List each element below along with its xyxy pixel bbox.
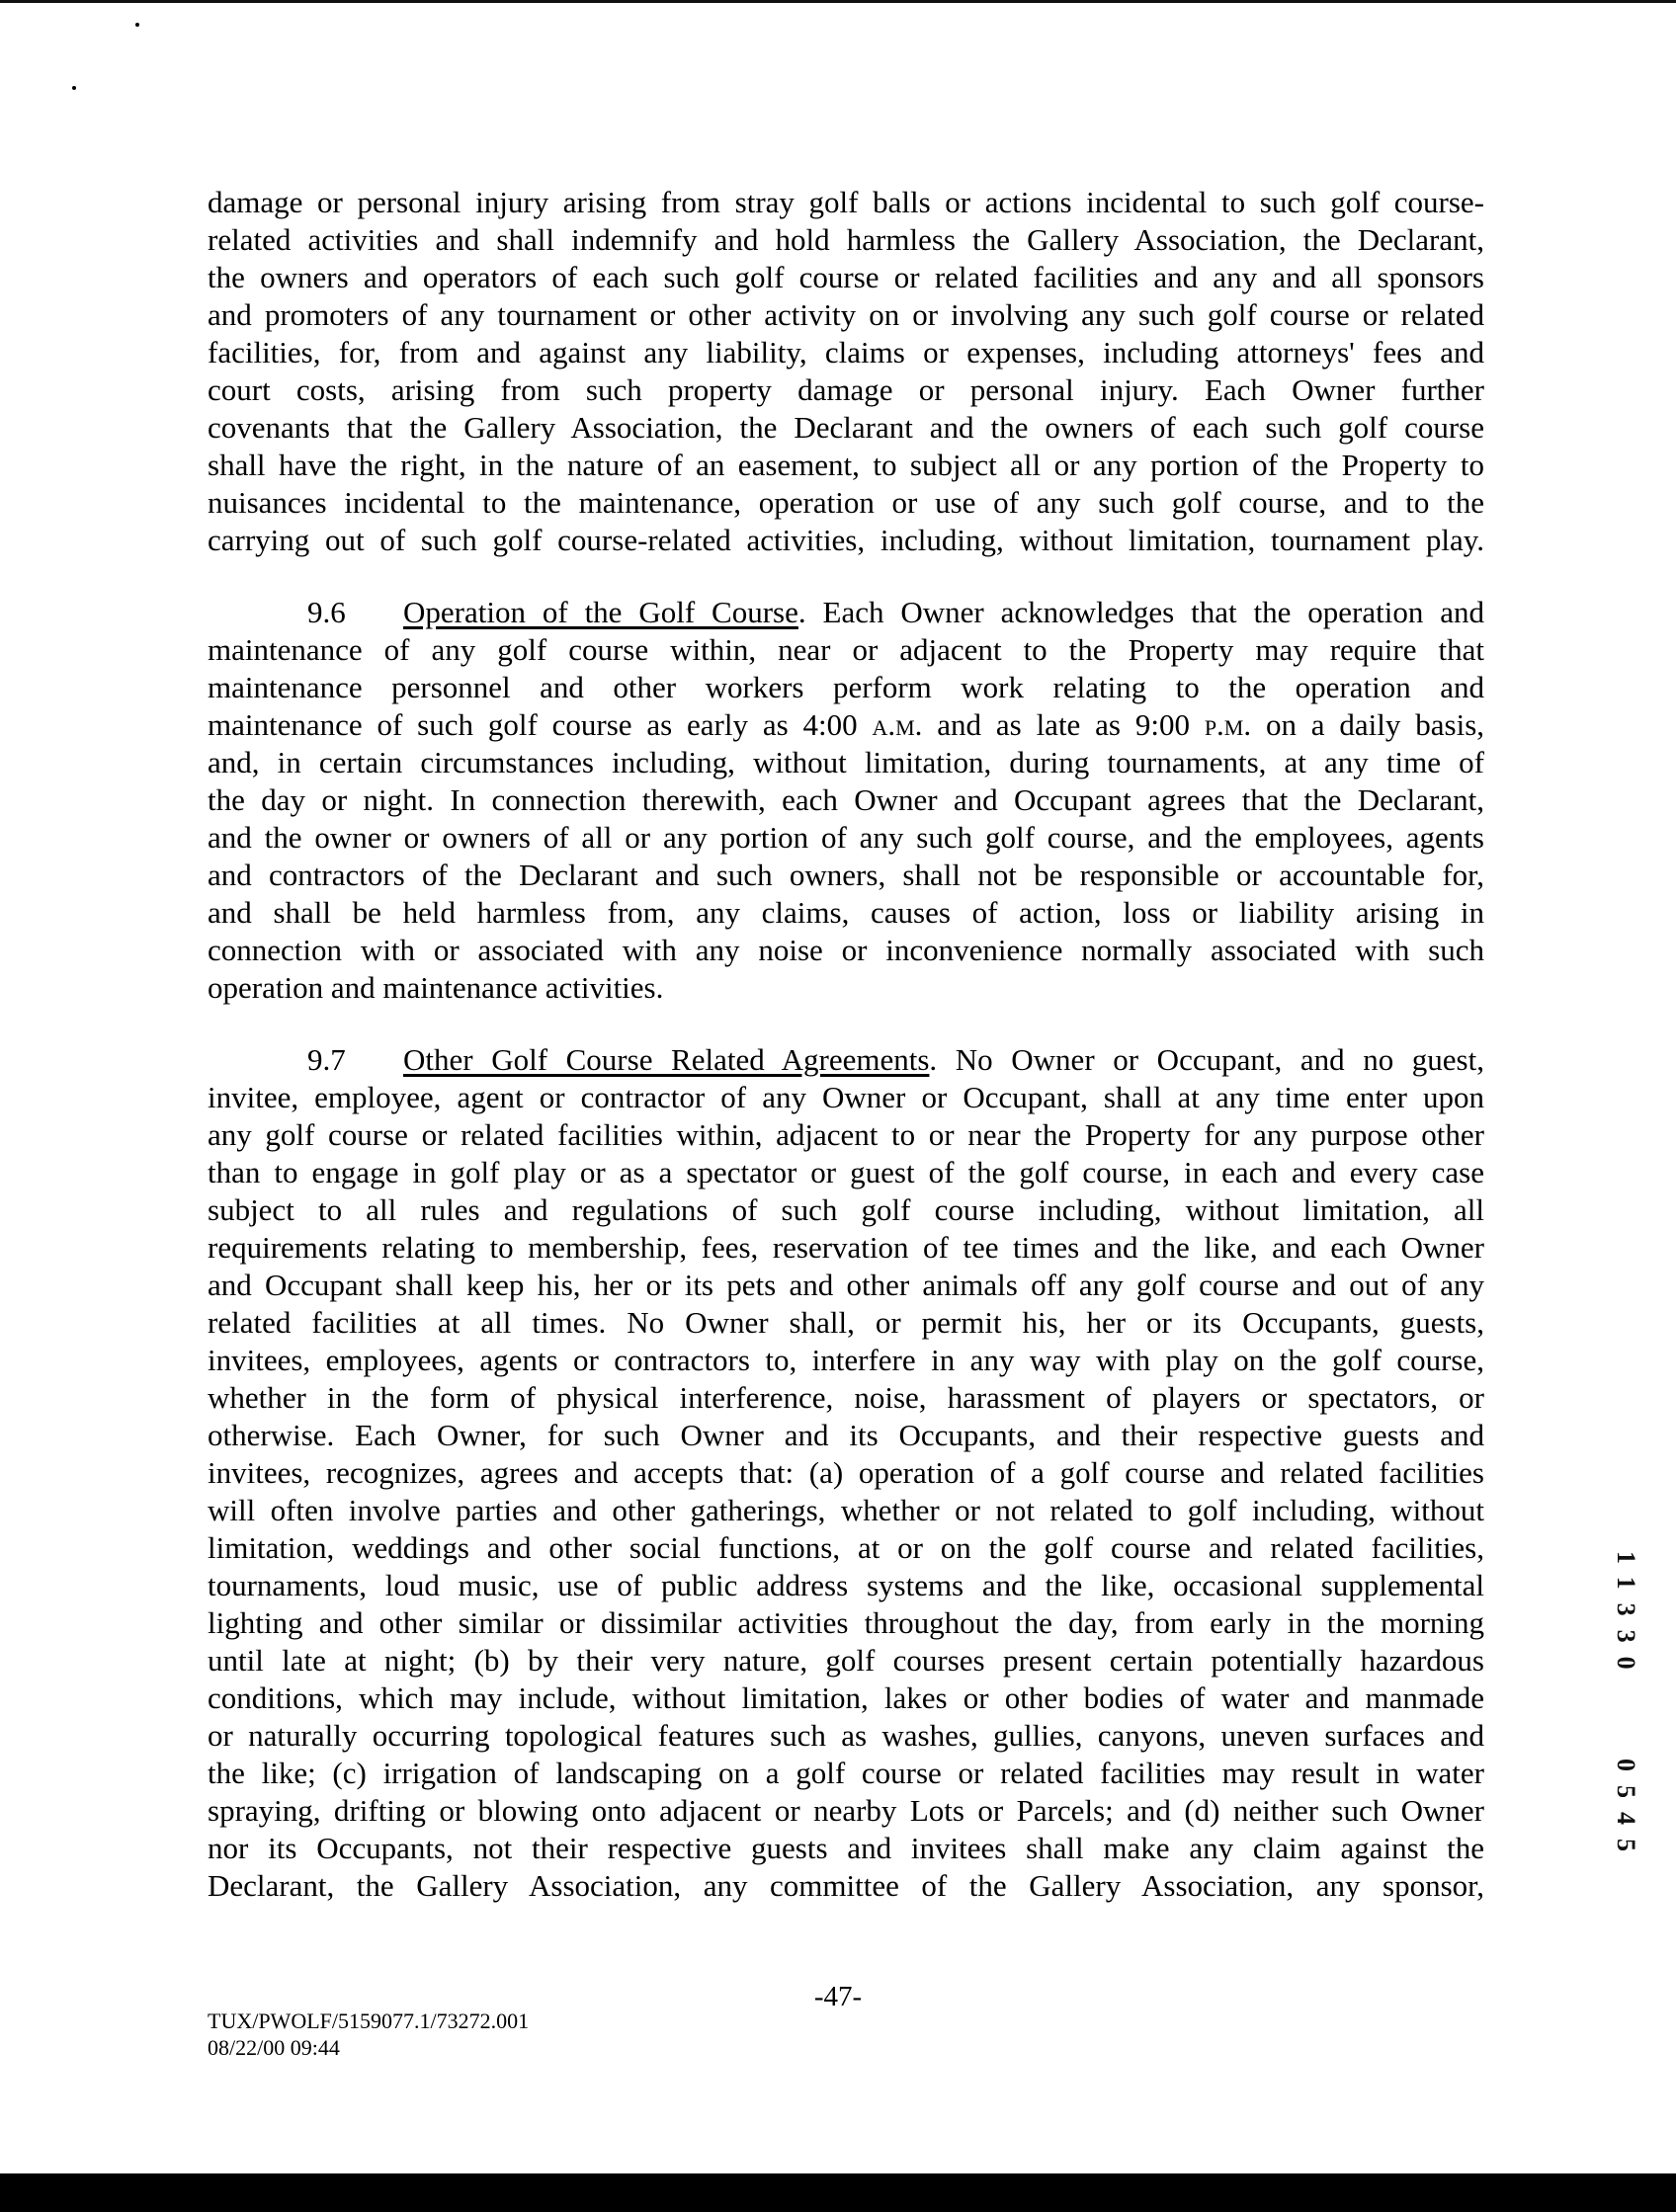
paragraph-line: limitation, weddings and other social functions, at or on the golf course and related facilities, <box>208 1530 1484 1565</box>
section-number: 9.7 <box>307 1042 346 1077</box>
paragraph-line: will often involve parties and other gatherings, whether or not related to golf including, without <box>208 1493 1484 1527</box>
paragraph <box>208 184 1484 559</box>
scan-top-border <box>0 0 1676 3</box>
paragraph-line: maintenance of any golf course within, near or adjacent to the Property may require that <box>208 632 1484 667</box>
paragraph-line: and, in certain circumstances including, without limitation, during tournaments, at any time of <box>208 745 1484 779</box>
paragraph-line: conditions, which may include, without limitation, lakes or other bodies of water and manmade <box>208 1680 1484 1715</box>
paragraph-line: or naturally occurring topological features such as washes, gullies, canyons, uneven surfaces and <box>208 1718 1484 1753</box>
paragraph-line: invitee, employee, agent or contractor of any Owner or Occupant, shall at any time enter upon <box>208 1080 1484 1114</box>
paragraph-line <box>208 1041 1484 1079</box>
line-text: . Each Owner acknowledges that the operation and <box>797 595 1484 629</box>
paragraph-line: spraying, drifting or blowing onto adjacent or nearby Lots or Parcels; and (d) neither such Owner <box>208 1793 1484 1828</box>
line-text: . No Owner or Occupant, and no guest, <box>929 1042 1484 1077</box>
paragraph-line: damage or personal injury arising from stray golf balls or actions incidental to such golf course- <box>208 185 1484 219</box>
paragraph-line: lighting and other similar or dissimilar activities throughout the day, from early in the morning <box>208 1605 1484 1640</box>
document-footer <box>208 2007 529 2061</box>
paragraph-line: and contractors of the Declarant and such owners, shall not be responsible or accountable for, <box>208 858 1484 892</box>
bates-stamp-top: 11330 <box>1612 1551 1640 1683</box>
paragraph-line: related facilities at all times. No Owner shall, or permit his, her or its Occupants, guests, <box>208 1305 1484 1340</box>
paragraph-line: connection with or associated with any noise or inconvenience normally associated with such <box>208 933 1484 967</box>
paragraph-line: whether in the form of physical interference, noise, harassment of players or spectators, or <box>208 1380 1484 1415</box>
paragraph-line: until late at night; (b) by their very nature, golf courses present certain potentially hazardous <box>208 1643 1484 1678</box>
footer-doc-id: TUX/PWOLF/5159077.1/73272.001 <box>208 2008 530 2033</box>
document-body <box>208 184 1484 1939</box>
paragraph-line: any golf course or related facilities within, adjacent to or near the Property for any purpose other <box>208 1117 1484 1152</box>
paragraph-line: court costs, arising from such property damage or personal injury. Each Owner further <box>208 372 1484 407</box>
line-segment: maintenance of such golf course as early as 4:00 <box>208 707 873 742</box>
paragraph-line: nuisances incidental to the maintenance, operation or use of any such golf course, and to the <box>208 485 1484 520</box>
paragraph-line: and promoters of any tournament or other activity on or involving any such golf course or related <box>208 297 1484 332</box>
page-number: -47- <box>813 1981 863 2012</box>
paragraph-line: maintenance personnel and other workers perform work relating to the operation and <box>208 670 1484 704</box>
paragraph <box>208 594 1484 1007</box>
line-segment: a.m. <box>872 707 923 742</box>
paragraph-line: otherwise. Each Owner, for such Owner and its Occupants, and their respective guests and <box>208 1418 1484 1452</box>
paragraph <box>208 1041 1484 1905</box>
paragraph-line: requirements relating to membership, fees, reservation of tee times and the like, and each Owner <box>208 1230 1484 1265</box>
paragraph-line: invitees, employees, agents or contractors to, interfere in any way with play on the golf course, <box>208 1343 1484 1377</box>
paragraph-line: carrying out of such golf course-related activities, including, without limitation, tournament play. <box>208 523 1484 557</box>
paragraph-line: shall have the right, in the nature of an easement, to subject all or any portion of the Property to <box>208 448 1484 482</box>
paragraph-line: the like; (c) irrigation of landscaping on a golf course or related facilities may result in water <box>208 1756 1484 1790</box>
paragraph-line: subject to all rules and regulations of such golf course including, without limitation, all <box>208 1192 1484 1227</box>
paragraph-line: the owners and operators of each such golf course or related facilities and any and all sponsors <box>208 260 1484 294</box>
line-segment: and as late as 9:00 <box>922 707 1205 742</box>
bates-stamp-bottom: 0545 <box>1612 1759 1640 1865</box>
section-heading: Other Golf Course Related Agreements <box>403 1042 930 1077</box>
paragraph-line: nor its Occupants, not their respective guests and invitees shall make any claim against the <box>208 1831 1484 1865</box>
paragraph-line: and shall be held harmless from, any claims, causes of action, loss or liability arising in <box>208 895 1484 930</box>
section-number: 9.6 <box>307 595 346 629</box>
footer-timestamp: 08/22/00 09:44 <box>208 2035 340 2060</box>
paragraph-line: the day or night. In connection therewith, each Owner and Occupant agrees that the Declarant, <box>208 782 1484 817</box>
paragraph-line: than to engage in golf play or as a spectator or guest of the golf course, in each and every case <box>208 1155 1484 1189</box>
paragraph-line: Declarant, the Gallery Association, any committee of the Gallery Association, any sponsor, <box>208 1868 1484 1903</box>
paragraph-line: covenants that the Gallery Association, the Declarant and the owners of each such golf course <box>208 410 1484 445</box>
scan-speck <box>135 23 139 27</box>
paragraph-line: tournaments, loud music, use of public address systems and the like, occasional supplemental <box>208 1568 1484 1602</box>
paragraph-line: and Occupant shall keep his, her or its pets and other animals off any golf course and out of any <box>208 1268 1484 1302</box>
paragraph-line <box>208 594 1484 631</box>
line-segment: p.m. <box>1204 707 1252 742</box>
paragraph-line: and the owner or owners of all or any portion of any such golf course, and the employees, agents <box>208 820 1484 855</box>
paragraph-line <box>208 706 1484 744</box>
line-segment: on a daily basis, <box>1251 707 1484 742</box>
paragraph-line: operation and maintenance activities. <box>208 970 664 1005</box>
paragraph-line: related activities and shall indemnify and hold harmless the Gallery Association, the Declarant, <box>208 222 1484 257</box>
paragraph-line: facilities, for, from and against any liability, claims or expenses, including attorneys' fees and <box>208 335 1484 369</box>
paragraph-line: invitees, recognizes, agrees and accepts that: (a) operation of a golf course and related facilities <box>208 1455 1484 1490</box>
scan-bottom-border <box>0 2173 1676 2212</box>
section-heading: Operation of the Golf Course <box>403 595 798 629</box>
scan-speck <box>72 86 76 90</box>
